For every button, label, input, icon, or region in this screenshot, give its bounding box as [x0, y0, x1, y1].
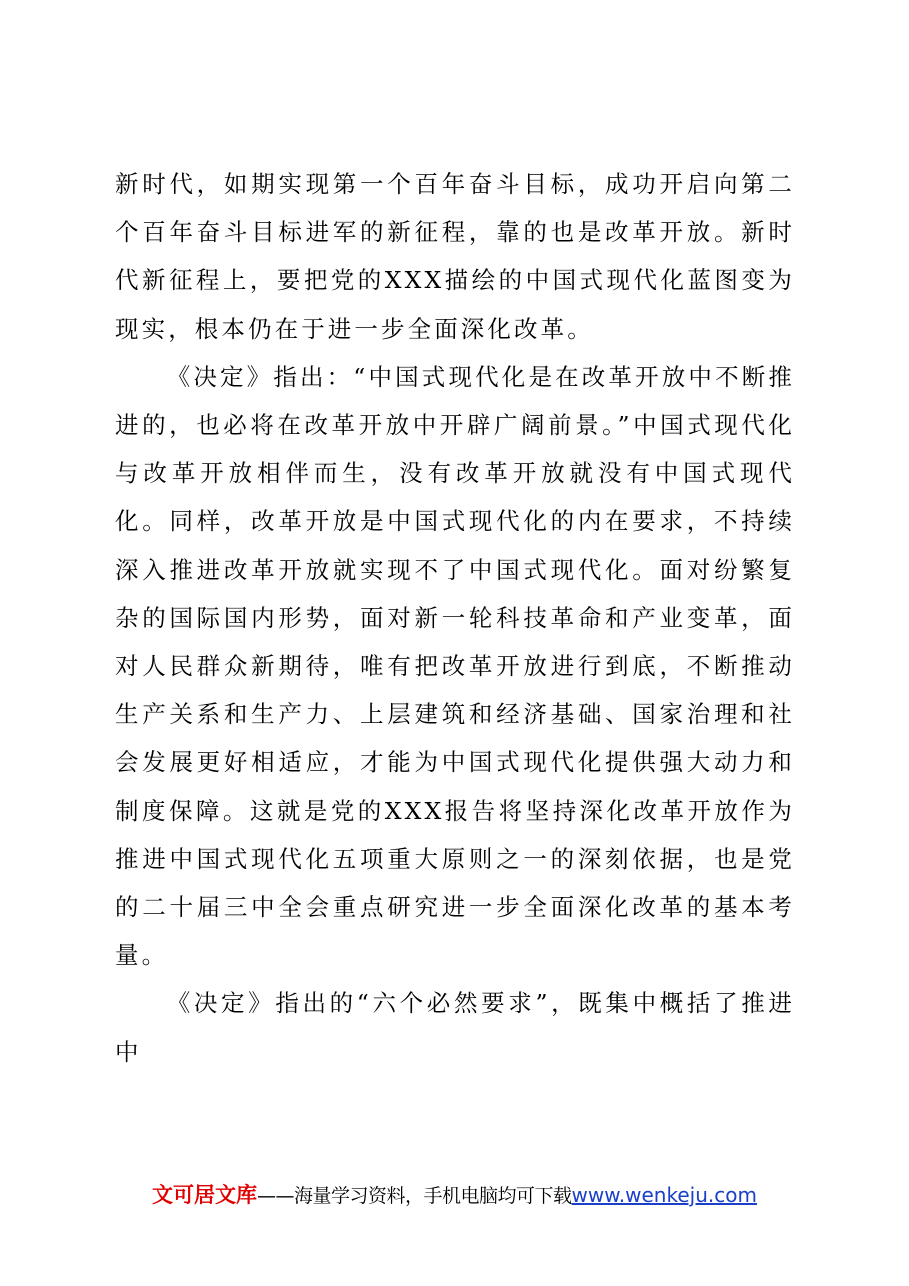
paragraph-2: 《决定》指出：“中国式现代化是在改革开放中不断推进的，也必将在改革开放中开辟广阔前景。”中国式现代化与改革开放相伴而生，没有改革开放就没有中国式现代化。同样，改革开放是中国式现代化的内在要求，不持续深入推进改革开放就实现不了中国式现代化。面对纷繁复杂的国际国内形势，面对新一轮科技革命和产业变革，面对人民群众新期待，唯有把改革开放进行到底，不断推动生产关系和生产力、上层建筑和经济基础、国家治理和社会发展更好相适应，才能为中国式现代化提供强大动力和制度保障。这就是党的XXX报告将坚持深化改革开放作为推进中国式现代化五项重大原则之一的深刻依据，也是党的二十届三中全会重点研究进一步全面深化改革的基本考量。 [115, 362, 795, 970]
paragraph-1: 新时代，如期实现第一个百年奋斗目标，成功开启向第二个百年奋斗目标进军的新征程，靠的也是改革开放。新时代新征程上，要把党的XXX描绘的中国式现代化蓝图变为现实，根本仍在于进一步全面深化改革。 [115, 170, 795, 343]
footer-brand: 文可居文库 [152, 1183, 258, 1207]
footer-website-link[interactable]: www.wenkeju.com [571, 1183, 757, 1207]
footer-tagline: ——海量学习资料，手机电脑均可下载 [257, 1185, 572, 1207]
paragraph-3: 《决定》指出的“六个必然要求”，既集中概括了推进中 [115, 989, 795, 1066]
document-body [115, 160, 795, 1076]
page-footer [0, 1180, 909, 1211]
